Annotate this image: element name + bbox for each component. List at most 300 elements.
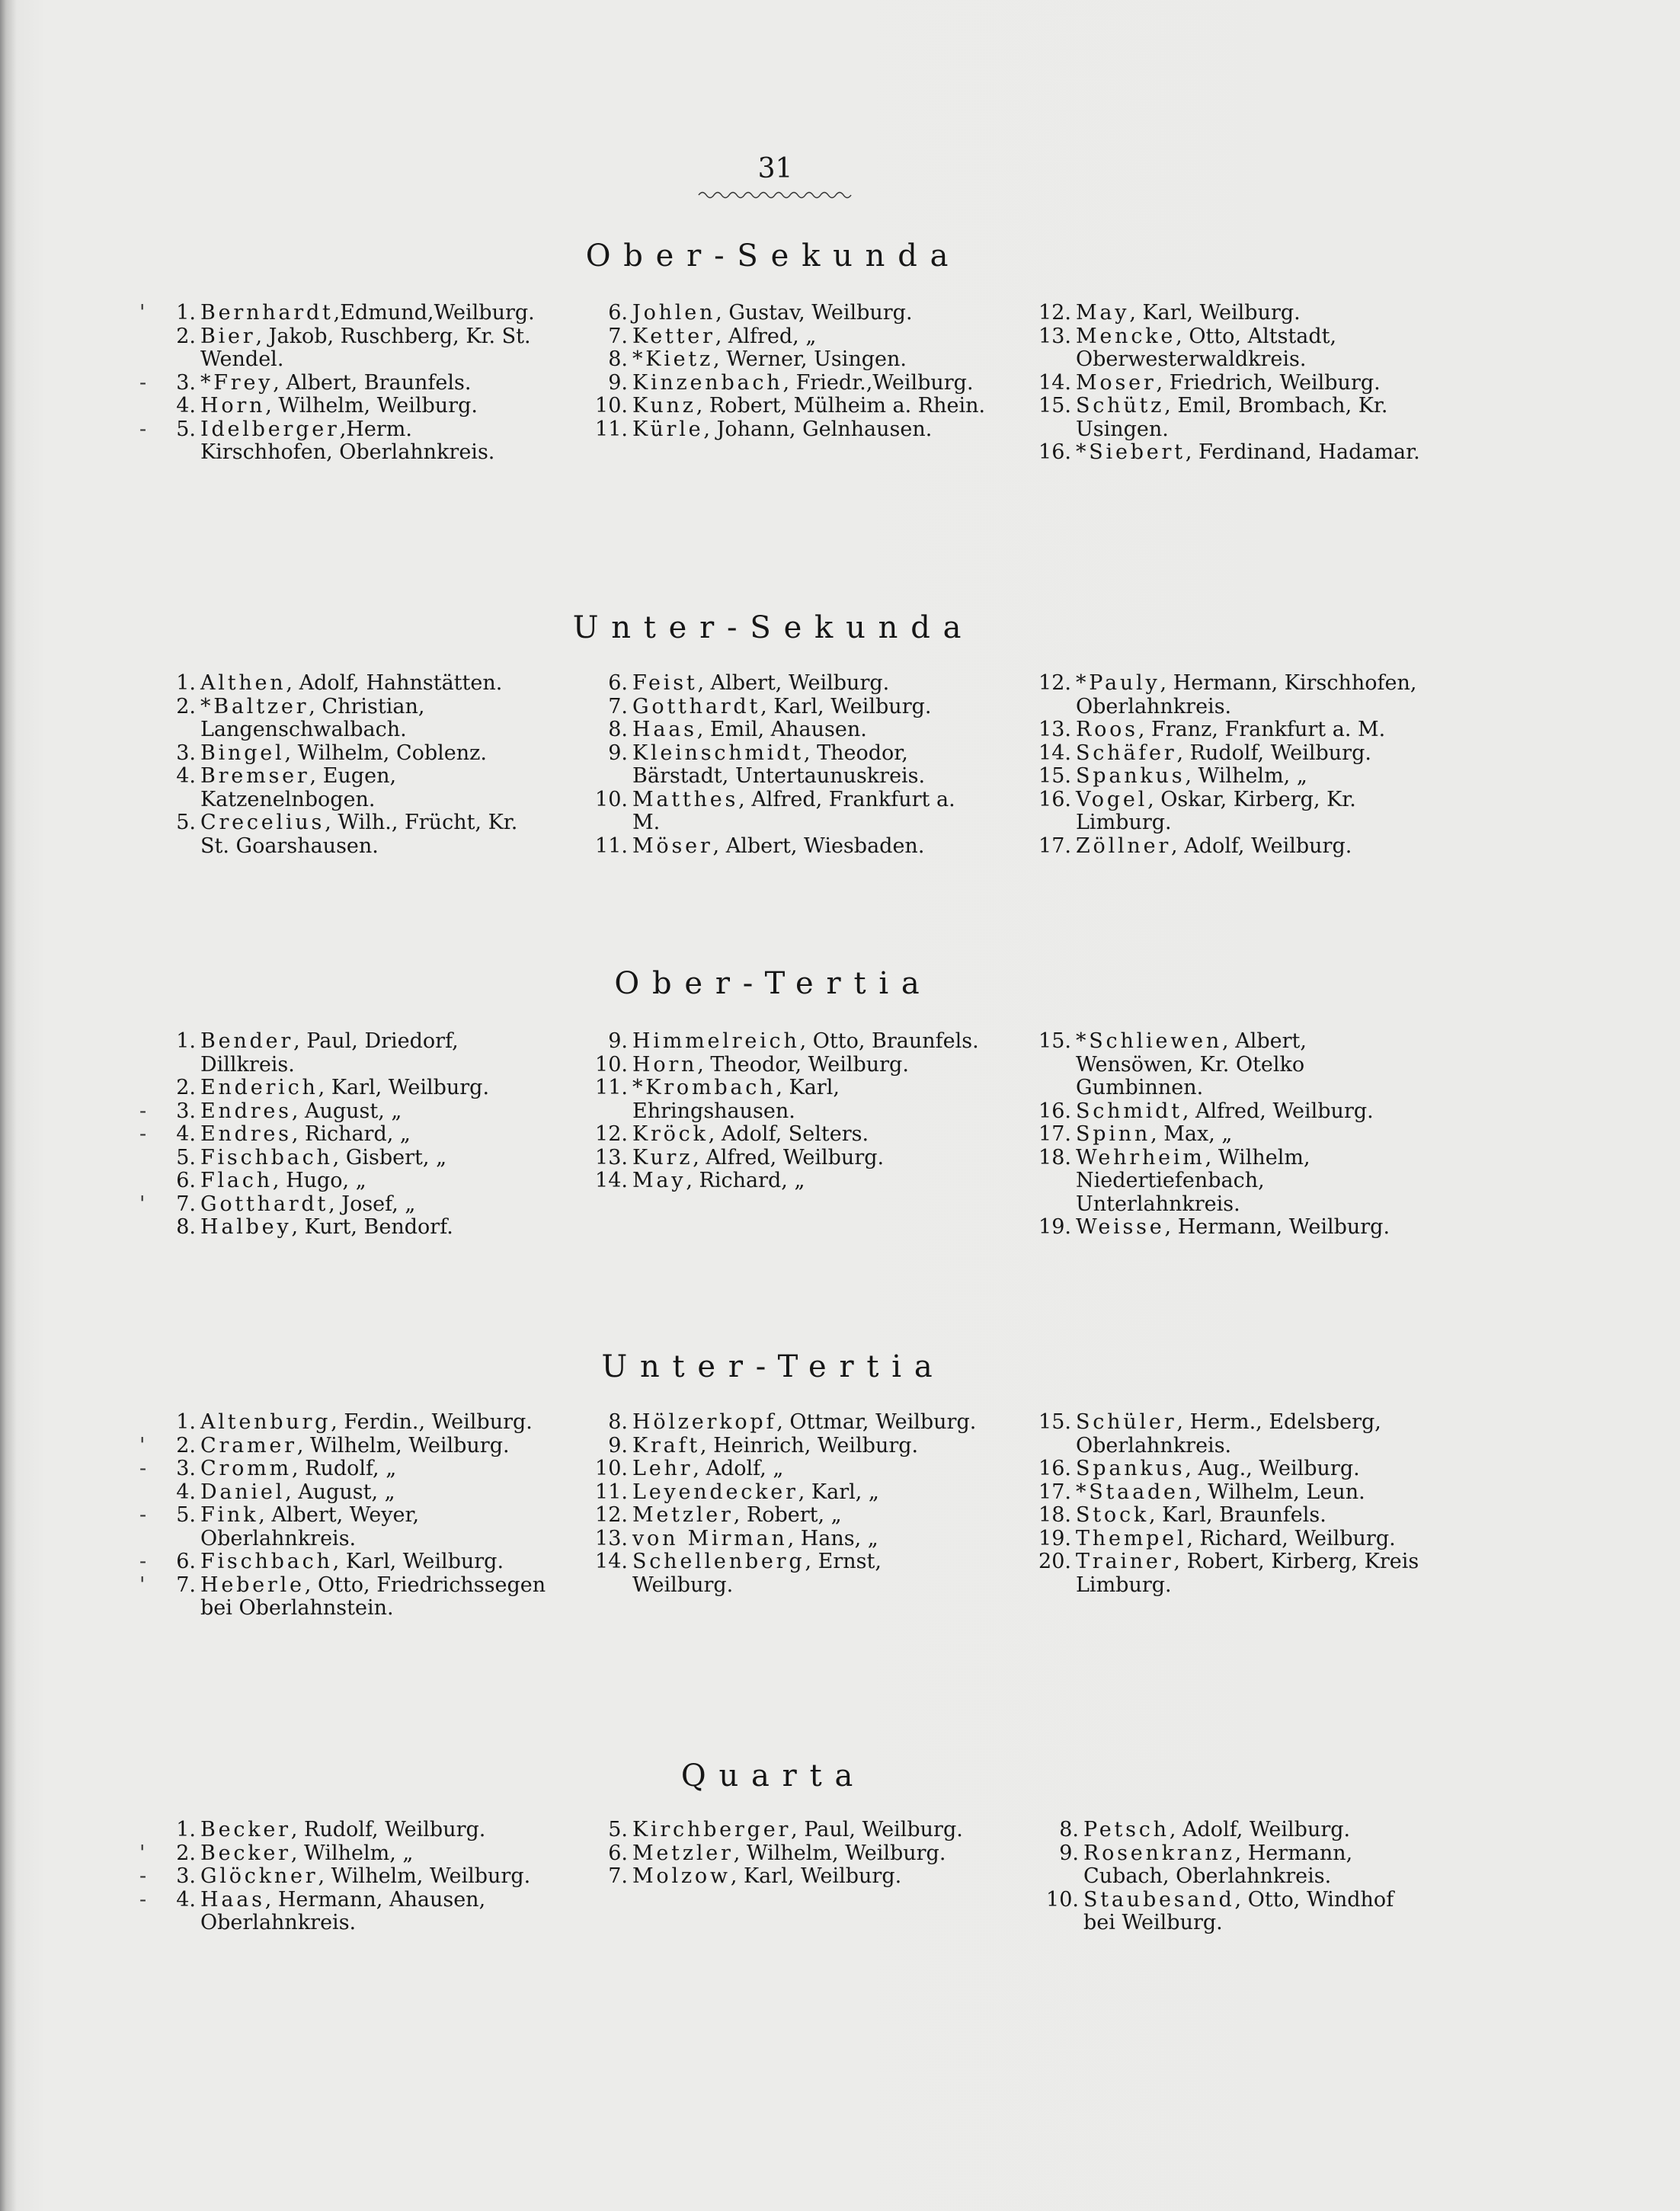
name-separator: , [328, 1192, 342, 1216]
student-entry [139, 370, 546, 395]
name-separator: , [296, 1433, 311, 1457]
name-separator: , [1176, 1410, 1190, 1434]
student-surname: Becker [200, 1841, 291, 1865]
entry-number: 9. [608, 370, 628, 395]
name-separator: , [309, 694, 322, 718]
student-entry [1033, 1481, 1423, 1505]
student-surname: May [1076, 301, 1130, 325]
student-details: Wilhelm, Weilburg. [746, 1841, 946, 1865]
entry-number: 16. [1038, 787, 1071, 811]
student-details: Karl, Braunfels. [1162, 1503, 1326, 1527]
student-entry [158, 811, 546, 858]
student-entry [590, 325, 986, 349]
student-surname: Kröck [632, 1122, 709, 1146]
student-details: Adolf, Selters. [721, 1122, 869, 1146]
student-details: Rudolf, Weilburg. [304, 1818, 486, 1841]
student-surname: *Pauly [1076, 671, 1160, 695]
student-details: Oskar, Kirberg, Kr. Limburg. [1076, 787, 1356, 834]
margin-mark: - [139, 1550, 147, 1573]
student-entry [1041, 1889, 1423, 1935]
student-details: Wilhelm, Niedertiefenbach, Unterlahnkreis. [1076, 1145, 1310, 1216]
section-title: Quarta [680, 1758, 866, 1793]
name-separator: , [697, 1052, 711, 1077]
class-column [1033, 302, 1423, 465]
student-details: Eugen, Katzenelnbogen. [200, 764, 397, 811]
student-surname: Bernhardt [200, 301, 334, 325]
name-separator: , [309, 764, 323, 788]
student-entry [590, 1123, 986, 1147]
name-separator: , [1234, 1841, 1248, 1865]
entry-number: 3. [176, 370, 196, 395]
student-entry [158, 1147, 546, 1170]
student-entry [590, 348, 986, 372]
entry-number: 9. [608, 1029, 628, 1053]
student-details: Albert, Wensöwen, Kr. Otelko Gumbinnen. [1076, 1029, 1307, 1099]
entry-number: 10. [595, 394, 628, 418]
student-details: Alfred, Weilburg. [1195, 1099, 1374, 1123]
student-surname: Fink [200, 1503, 259, 1527]
student-entry [590, 1842, 986, 1866]
student-surname: Schellenberg [632, 1550, 805, 1573]
student-surname: *Frey [200, 370, 274, 395]
margin-mark: - [139, 417, 147, 441]
entry-number: 9. [608, 1433, 628, 1457]
margin-mark: ' [139, 1841, 146, 1865]
student-entry [590, 395, 986, 418]
name-separator: , [1164, 394, 1178, 418]
student-details: Gustav, Weilburg. [728, 301, 913, 325]
student-entry [590, 1411, 986, 1435]
student-details: Ottmar, Weilburg. [789, 1410, 977, 1434]
student-entry [590, 1528, 986, 1551]
student-entry [139, 1457, 546, 1481]
student-entry [139, 1864, 546, 1889]
student-entry [590, 718, 986, 742]
student-details: Ferdin., Weilburg. [344, 1410, 533, 1434]
entry-number: 15. [1038, 764, 1071, 788]
student-surname: Kraft [632, 1433, 700, 1457]
entry-number: 12. [1038, 301, 1071, 325]
section-title: Ober-Sekunda [585, 238, 962, 274]
student-surname: Endres [200, 1099, 292, 1123]
entry-number: 1. [176, 1818, 196, 1841]
name-separator: , [782, 370, 796, 395]
entry-number: 4. [176, 1122, 196, 1146]
student-entry [1033, 835, 1423, 859]
student-entry [590, 696, 986, 719]
name-separator: , [730, 1864, 744, 1888]
entry-number: 3. [176, 1099, 196, 1123]
student-details: Emil, Ahausen. [709, 718, 867, 741]
entry-number: 11. [595, 417, 628, 441]
entry-number: 12. [595, 1122, 628, 1146]
student-surname: Himmelreich [632, 1029, 800, 1053]
student-details: Paul, Weilburg. [804, 1818, 963, 1841]
student-surname: Horn [200, 394, 266, 418]
student-entry [590, 742, 986, 789]
student-details: Karl, Weilburg. [345, 1550, 504, 1573]
student-surname: Althen [200, 671, 286, 695]
name-separator: , [318, 1076, 331, 1099]
student-entry [1033, 789, 1423, 835]
student-details: Wilhelm, Leun. [1208, 1480, 1365, 1504]
student-surname: *Kietz [632, 347, 714, 371]
student-surname: Lehr [632, 1457, 693, 1480]
section-title: Unter-Sekunda [572, 610, 974, 645]
student-details: Hans, „ [800, 1526, 878, 1550]
student-entry [590, 1865, 986, 1889]
student-details: Karl, „ [811, 1480, 879, 1504]
entry-number: 6. [608, 301, 628, 325]
class-column [1041, 1819, 1423, 1935]
student-surname: *Siebert [1076, 440, 1186, 464]
entry-number: 8. [608, 1410, 628, 1434]
student-details: Adolf, Hahnstätten. [299, 671, 503, 695]
student-surname: Bender [200, 1029, 294, 1053]
student-surname: Möser [632, 834, 713, 858]
name-separator: , [713, 347, 727, 371]
name-separator: , [693, 1145, 706, 1169]
student-details: Karl, Weilburg. [1142, 301, 1301, 325]
name-separator: , [708, 1122, 722, 1146]
student-surname: Haas [200, 1887, 265, 1912]
student-entry [590, 372, 986, 395]
name-separator: , [733, 1503, 747, 1527]
student-details: Aug., Weilburg. [1198, 1457, 1360, 1480]
name-separator: , [799, 1029, 813, 1053]
student-details: Robert, Kirberg, Kreis Limburg. [1076, 1550, 1419, 1597]
student-details: Robert, „ [746, 1503, 842, 1527]
name-separator: , [272, 1169, 286, 1192]
name-separator: , [285, 1480, 299, 1504]
name-separator: , [715, 324, 728, 348]
student-surname: Schmidt [1076, 1099, 1182, 1123]
student-surname: Ketter [632, 324, 715, 348]
student-surname: Becker [200, 1818, 291, 1841]
entry-number: 3. [176, 741, 196, 765]
name-separator: , [284, 741, 298, 765]
name-separator: , [1186, 1526, 1200, 1550]
student-surname: Roos [1076, 718, 1138, 741]
student-details: Richard, „ [304, 1122, 411, 1146]
name-separator: , [1169, 1818, 1183, 1841]
name-separator: , [1176, 324, 1189, 348]
section-title: Unter-Tertia [601, 1349, 946, 1384]
name-separator: , [304, 1573, 318, 1597]
entry-number: 13. [1038, 718, 1071, 741]
student-surname: Glöckner [200, 1864, 318, 1888]
name-separator: , [1185, 764, 1198, 788]
student-details: Edmund,Weilburg. [340, 301, 535, 325]
name-separator: , [293, 1029, 307, 1053]
class-column [158, 672, 546, 858]
student-details: Christian, Langenschwalbach. [200, 694, 425, 741]
student-details: Otto, Windhof bei Weilburg. [1083, 1887, 1394, 1934]
student-entry [1033, 765, 1423, 789]
entry-number: 2. [176, 324, 196, 348]
student-surname: Flach [200, 1169, 273, 1192]
name-separator: , [291, 1099, 305, 1123]
student-details: Theodor, Bärstadt, Untertaunuskreis. [632, 741, 926, 788]
student-details: Otto, Friedrichssegen bei Oberlahnstein. [200, 1573, 546, 1620]
student-entry [158, 1169, 546, 1193]
student-surname: Rosenkranz [1083, 1841, 1235, 1865]
student-surname: May [632, 1169, 686, 1192]
student-surname: Gotthardt [200, 1192, 329, 1216]
student-surname: *Krombach [632, 1076, 776, 1099]
student-details: Ferdinand, Hadamar. [1198, 440, 1420, 464]
student-entry [158, 1819, 546, 1842]
student-details: Otto, Braunfels. [812, 1029, 979, 1053]
student-details: Wilhelm, Coblenz. [297, 741, 487, 765]
student-details: Paul, Driedorf, Dillkreis. [200, 1029, 459, 1077]
entry-number: 1. [176, 301, 196, 325]
student-entry [139, 1573, 546, 1621]
student-details: Hermann, Ahausen, Oberlahnkreis. [200, 1887, 486, 1934]
name-separator: , [332, 1550, 346, 1573]
name-separator: , [696, 394, 709, 418]
entry-number: 14. [1038, 741, 1071, 765]
name-separator: , [1222, 1029, 1236, 1053]
entry-number: 19. [1038, 1526, 1071, 1550]
student-details: Hermann, Weilburg. [1177, 1215, 1390, 1239]
class-column [139, 1818, 546, 1935]
student-details: Max, „ [1163, 1122, 1233, 1146]
name-separator: , [715, 301, 729, 325]
page-number: 31 [757, 153, 793, 184]
student-details: Alfred, Weilburg. [706, 1145, 885, 1169]
class-column [590, 1411, 986, 1597]
student-details: Wilhelm, „ [304, 1841, 414, 1865]
entry-number: 1. [176, 1029, 196, 1053]
name-separator: , [1182, 1099, 1196, 1123]
name-separator: , [686, 1169, 699, 1192]
entry-number: 10. [595, 1052, 628, 1077]
entry-number: 17. [1038, 834, 1071, 858]
student-surname: Trainer [1076, 1550, 1174, 1573]
student-surname: Kunz [632, 394, 696, 418]
name-separator: , [760, 694, 774, 718]
student-surname: Bremser [200, 764, 310, 788]
entry-number: 3. [176, 1864, 196, 1888]
student-entry [1033, 441, 1423, 465]
student-surname: Spinn [1076, 1122, 1151, 1146]
name-separator: , [265, 394, 279, 418]
class-column [139, 1410, 546, 1621]
student-surname: Spankus [1076, 1457, 1186, 1480]
entry-number: 17. [1038, 1480, 1071, 1504]
student-surname: Metzler [632, 1841, 734, 1865]
student-surname: Hölzerkopf [632, 1410, 777, 1434]
student-details: Herm. Kirschhofen, Oberlahnkreis. [200, 417, 495, 464]
name-separator: , [1129, 301, 1143, 325]
entry-number: 2. [176, 1076, 196, 1099]
student-surname: Feist [632, 671, 698, 695]
name-separator: , [791, 1818, 805, 1841]
student-surname: *Staaden [1076, 1480, 1195, 1504]
name-separator: , [733, 1841, 747, 1865]
student-surname: Wehrheim [1076, 1145, 1205, 1169]
entry-number: 12. [1038, 671, 1071, 695]
student-surname: Petsch [1083, 1818, 1170, 1841]
name-separator: , [696, 718, 710, 741]
entry-number: 15. [1038, 394, 1071, 418]
name-separator: , [1173, 1550, 1187, 1573]
student-details: Richard, Weilburg. [1199, 1526, 1396, 1550]
student-surname: Kirchberger [632, 1818, 792, 1841]
ornament-rule [697, 187, 857, 203]
name-separator: , [1194, 1480, 1208, 1504]
name-separator: , [290, 1818, 305, 1841]
class-column [1033, 672, 1423, 858]
student-entry [158, 672, 546, 696]
entry-number: 1. [176, 671, 196, 695]
entry-number: 1. [176, 1410, 196, 1434]
name-separator: , [697, 671, 711, 695]
entry-number: 5. [176, 1145, 196, 1169]
name-separator: , [258, 1503, 272, 1527]
student-entry [158, 1216, 546, 1240]
entry-number: 5. [176, 417, 196, 441]
student-entry [158, 1411, 546, 1435]
student-surname: Crecelius [200, 811, 325, 834]
student-entry [139, 1503, 546, 1550]
student-entry [1041, 1819, 1423, 1842]
margin-mark: - [139, 370, 147, 395]
entry-number: 8. [608, 347, 628, 371]
student-details: Ernst, Weilburg. [632, 1550, 882, 1597]
student-details: Hugo, „ [286, 1169, 366, 1192]
student-entry [158, 1481, 546, 1505]
name-separator: , [1150, 1122, 1164, 1146]
student-surname: Kleinschmidt [632, 741, 804, 765]
student-entry [590, 302, 986, 325]
student-surname: Idelberger [200, 417, 340, 441]
student-entry [590, 1077, 986, 1123]
student-details: Hermann, Kirschhofen, Oberlahnkreis. [1076, 671, 1417, 718]
entry-number: 4. [176, 1887, 196, 1912]
student-entry [1033, 325, 1423, 372]
entry-number: 14. [1038, 370, 1071, 395]
student-surname: Zöllner [1076, 834, 1172, 858]
student-details: Friedr.,Weilburg. [795, 370, 974, 395]
student-details: Franz, Frankfurt a. M. [1151, 718, 1386, 741]
student-details: Albert, Weilburg. [710, 671, 890, 695]
student-entry [139, 1122, 546, 1147]
student-surname: Enderich [200, 1076, 318, 1099]
entry-number: 13. [595, 1526, 628, 1550]
name-separator: , [318, 1864, 331, 1888]
student-details: Theodor, Weilburg. [710, 1052, 909, 1077]
name-separator: , [273, 370, 286, 395]
entry-number: 6. [176, 1169, 196, 1192]
student-entry [158, 1077, 546, 1100]
student-entry [158, 696, 546, 742]
margin-mark: - [139, 1864, 147, 1888]
entry-number: 7. [608, 1864, 628, 1888]
margin-mark: - [139, 1887, 147, 1912]
student-surname: Johlen [632, 301, 716, 325]
name-separator: , [1185, 1457, 1198, 1480]
class-column [590, 672, 986, 858]
entry-number: 2. [176, 1841, 196, 1865]
student-surname: Staubesand [1083, 1887, 1235, 1912]
class-column [590, 1819, 986, 1889]
margin-mark: - [139, 1122, 147, 1146]
student-surname: Halbey [200, 1215, 292, 1239]
name-separator: , [339, 417, 347, 441]
student-entry [139, 301, 546, 325]
name-separator: , [1149, 1503, 1163, 1527]
entry-number: 17. [1038, 1122, 1071, 1146]
name-separator: , [798, 1480, 811, 1504]
margin-mark: ' [139, 1192, 146, 1216]
name-separator: , [693, 1457, 706, 1480]
student-details: Werner, Usingen. [726, 347, 907, 371]
student-entry [590, 1030, 986, 1054]
entry-number: 9. [608, 741, 628, 765]
student-entry [139, 1550, 546, 1574]
student-details: Heinrich, Weilburg. [713, 1433, 919, 1457]
student-entry [590, 1147, 986, 1170]
student-details: Adolf, Weilburg. [1184, 834, 1352, 858]
entry-number: 8. [1059, 1818, 1079, 1841]
entry-number: 14. [595, 1169, 628, 1192]
student-surname: Horn [632, 1052, 698, 1077]
student-entry [158, 395, 546, 418]
student-entry [158, 742, 546, 766]
student-surname: Metzler [632, 1503, 734, 1527]
student-details: Alfred, Frankfurt a. M. [632, 787, 955, 834]
student-details: Albert, Weyer, Oberlahnkreis. [200, 1503, 420, 1550]
student-surname: Matthes [632, 787, 739, 811]
margin-mark: ' [139, 1433, 146, 1457]
student-entry [1033, 372, 1423, 395]
name-separator: , [1205, 1145, 1218, 1169]
student-entry [590, 1504, 986, 1528]
student-entry [139, 1841, 546, 1866]
name-separator: , [325, 811, 338, 834]
entry-number: 2. [176, 694, 196, 718]
entry-number: 7. [608, 324, 628, 348]
student-surname: Heberle [200, 1573, 305, 1597]
entry-number: 13. [1038, 324, 1071, 348]
student-details: Alfred, „ [728, 324, 817, 348]
student-surname: *Baltzer [200, 694, 309, 718]
student-entry [1033, 1550, 1423, 1597]
name-separator: , [699, 1433, 714, 1457]
student-details: Wilhelm, Weilburg. [278, 394, 478, 418]
student-details: Richard, „ [699, 1169, 805, 1192]
student-details: Wilhelm, „ [1198, 764, 1307, 788]
entry-number: 4. [176, 764, 196, 788]
student-surname: Leyendecker [632, 1480, 798, 1504]
student-entry [590, 1435, 986, 1458]
student-entry [590, 1819, 986, 1842]
entry-number: 5. [176, 1503, 196, 1527]
entry-number: 18. [1038, 1503, 1071, 1527]
entry-number: 3. [176, 1457, 196, 1480]
student-surname: Stock [1076, 1503, 1149, 1527]
student-surname: Molzow [632, 1864, 731, 1888]
student-surname: Vogel [1076, 787, 1148, 811]
name-separator: , [1164, 1215, 1178, 1239]
student-entry [590, 789, 986, 835]
name-separator: , [255, 324, 269, 348]
student-details: Rudolf, „ [305, 1457, 397, 1480]
student-surname: Spankus [1076, 764, 1186, 788]
name-separator: , [805, 1550, 818, 1573]
